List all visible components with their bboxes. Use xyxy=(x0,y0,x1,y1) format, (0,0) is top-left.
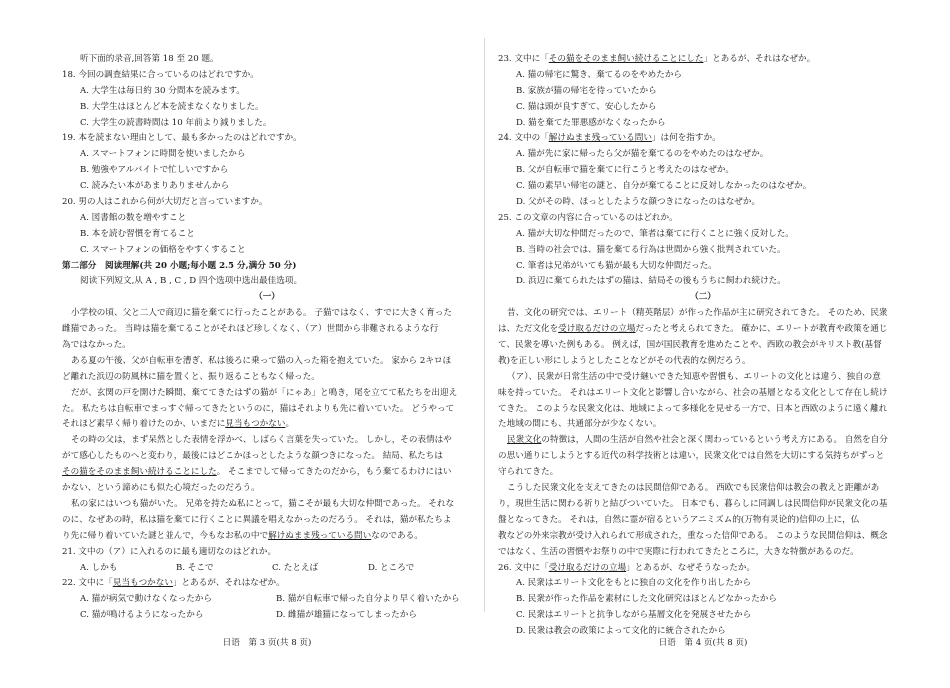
line-text: C. 読みたい本があまりありませんから xyxy=(80,181,230,192)
line-text: 听下面的录音,回答第 18 至 20 题。 xyxy=(80,54,219,64)
answer-option: B. 猫が自転車で帰った自分より早く着いたから xyxy=(276,594,460,605)
answer-option: B. そこで xyxy=(176,562,214,573)
line-text: 24. 文中の「 xyxy=(498,133,549,144)
text-line xyxy=(62,322,472,338)
line-text: 20. 男の人はこれから何が大切だと言っていますか。 xyxy=(62,197,268,208)
line-text: 為ではなかった。 xyxy=(62,340,131,351)
line-text: 22. 文中に「 xyxy=(62,578,113,589)
text-line xyxy=(62,608,472,624)
underlined-phrase: 受け取るだけの立場 xyxy=(558,324,636,335)
line-text-after: だったと考えられてきた。 確かに、エリートが教育や政策を通じ xyxy=(635,324,888,335)
text-line xyxy=(498,243,908,259)
text-line xyxy=(498,68,908,84)
left-page-footer: 日语 第 3 页(共 8 页) xyxy=(222,638,312,648)
answer-option: D. ところで xyxy=(368,562,415,573)
text-line xyxy=(498,259,908,275)
text-line xyxy=(498,100,908,116)
line-text: C. 民衆はエリートと抗争しながら基層文化を発展させたから xyxy=(516,610,752,621)
text-line xyxy=(498,592,908,608)
text-line xyxy=(62,274,472,290)
text-line xyxy=(62,417,472,433)
text-line xyxy=(498,227,908,243)
text-line xyxy=(498,116,908,132)
text-line xyxy=(62,497,472,513)
line-text: B. 勉強やアルバイトで忙しいですから xyxy=(80,165,229,176)
text-line xyxy=(498,274,908,290)
line-text-after: 。 xyxy=(285,419,295,430)
text-line xyxy=(62,354,472,370)
text-line xyxy=(498,481,908,497)
text-line xyxy=(498,545,908,561)
line-text: 21. 文中の（ア）に入れるのに最も適切なのはどれか。 xyxy=(62,546,277,557)
line-text: 教などの外来宗教が受け入れられて形成された，重なった信仰である。 このような民間信仰は、概念 xyxy=(498,530,888,541)
line-text: 守られてきた。 xyxy=(498,467,559,478)
text-line xyxy=(498,354,908,370)
text-line xyxy=(62,163,472,179)
line-text: は、ただ文化を xyxy=(498,324,559,335)
line-text: 25. この文章の内容に合っているのはどれか。 xyxy=(498,212,678,223)
line-text: 昔、文化の研究では、エリート（精英階层）が作った作品が主に研究されてきた。 そのため、民衆 xyxy=(507,308,888,319)
answer-option: A. 猫が病気で動けなくなったから xyxy=(80,594,212,605)
text-line xyxy=(498,417,908,433)
text-line xyxy=(498,576,908,592)
text-line xyxy=(498,433,908,449)
right-page-footer: 日语 第 4 页(共 8 页) xyxy=(658,638,748,648)
text-line xyxy=(498,465,908,481)
text-line xyxy=(62,68,472,84)
text-line xyxy=(498,179,908,195)
text-line xyxy=(62,513,472,529)
text-line xyxy=(62,116,472,132)
text-line xyxy=(62,306,472,322)
line-text: 小学校の頃、父と二人で商辺に猫を棄てに行ったことがある。 子猫ではなく、すでに大きく育った xyxy=(71,308,452,319)
line-text: A. 猫が大切な仲間だったので、筆者は棄てに行くことに強く反対した。 xyxy=(516,228,794,239)
text-line xyxy=(62,147,472,163)
line-text-after: なのである。 xyxy=(371,530,423,541)
text-line xyxy=(498,529,908,545)
line-text: A. 猫の帰宅に驚き、棄てるのをやめたから xyxy=(516,69,683,80)
line-text: D. 浜辺に棄てられたはずの猫は、結局その後もうちに飼われ続けた。 xyxy=(516,276,786,287)
text-line xyxy=(498,163,908,179)
line-text: ど離れた浜辺の防風林に猫を置くと、振り返ることもなく帰った。 xyxy=(62,371,320,382)
text-line xyxy=(62,259,472,275)
line-text: 盤となってきた。 それは，自然に霊が宿るというアニミズム的(万物有灵论的)信仰の上に，仏 xyxy=(498,514,860,525)
line-text: C. 大学生の読書時間は 10 年前より減りました。 xyxy=(80,117,272,128)
line-text: 阅读下列短文,从 A , B , C , D 四个选项中选出最佳选项。 xyxy=(80,276,303,287)
underlined-phrase: 解けぬまま残っている問い xyxy=(548,133,652,144)
line-text: 雌猫であった。 当時は猫を棄てることがそれほど珍しくなく、（ア）世間から非難されるような行 xyxy=(62,324,439,335)
text-line xyxy=(62,386,472,402)
text-line xyxy=(498,211,908,227)
line-text: A. 民衆はエリート文化をもとに独自の文化を作り出したから xyxy=(516,578,752,589)
line-text-after: の特徴は，人間の生活が自然や社会と深く関わっているという考え方にある。 自然を自分 xyxy=(541,435,888,446)
line-text: それほど素早く帰り着けたのか、いまだに xyxy=(62,419,226,430)
line-text: 18. 今回の調査結果に合っているのはどれですか。 xyxy=(62,69,259,80)
line-text: A. 大学生は毎日約 30 分間本を読みます。 xyxy=(80,85,245,96)
underlined-phrase: 民衆文化 xyxy=(507,435,542,446)
line-text: C. 筆者は兄弟がいても猫が最も大切な仲間だった。 xyxy=(516,260,717,271)
text-line xyxy=(62,402,472,418)
left-page-content xyxy=(62,52,472,624)
text-line xyxy=(62,84,472,100)
text-line xyxy=(498,290,908,306)
underlined-phrase: その猫をそのまま飼い続けることにした xyxy=(62,467,217,478)
text-line xyxy=(498,338,908,354)
text-line xyxy=(62,576,472,592)
text-line xyxy=(498,195,908,211)
line-text: D. 民衆は教会の政策によって文化的に統合されたから xyxy=(516,626,726,637)
text-line xyxy=(498,608,908,624)
line-text: C. スマートフォンの価格をやすくすること xyxy=(80,244,246,255)
line-text: C. 猫は頭が良すぎて、安心したから xyxy=(516,101,657,112)
line-text: 23. 文中に「 xyxy=(498,54,549,64)
text-line xyxy=(62,561,472,577)
text-line xyxy=(62,52,472,68)
text-line xyxy=(62,243,472,259)
text-line xyxy=(498,513,908,529)
line-text: D. 猫を棄てた罪悪感がなくなったから xyxy=(516,117,666,128)
text-line xyxy=(498,497,908,513)
line-text: 第二部分 阅读理解(共 20 小题;每小题 2.5 分,满分 50 分) xyxy=(62,260,297,271)
line-text: （二） xyxy=(690,292,716,303)
line-text: こうした民衆文化を支えてきたのは民間信仰である。 西欧でも民衆信仰は教会の教えと距離があ xyxy=(507,483,880,494)
line-text: て、民衆を導いた例もある。 例えば，国が国民教育を進めたことや、西欧の教会がキリスト教(基督 xyxy=(498,340,882,351)
text-line xyxy=(62,211,472,227)
text-line xyxy=(62,370,472,386)
answer-option: A. しかも xyxy=(80,562,118,573)
text-line xyxy=(62,529,472,545)
text-line xyxy=(62,227,472,243)
underlined-phrase: 解けぬまま残っている問い xyxy=(268,530,372,541)
line-text: がて感心したものへと変わり，最後にはどこかほっとしたような顔つきになった。 結局、私たちは xyxy=(62,451,443,462)
text-line xyxy=(498,402,908,418)
text-line xyxy=(62,481,472,497)
line-text-after: 」とあるが、それはなぜか。 xyxy=(703,54,816,64)
answer-option: D. 雌猫が雄猫になってしまったから xyxy=(276,610,417,621)
text-line xyxy=(498,306,908,322)
line-text: A. 猫が先に家に帰ったら父が猫を棄てるのをやめたのはなぜか。 xyxy=(516,149,769,160)
line-text: A. 図書館の数を増やすこと xyxy=(80,212,187,223)
line-text: のに、なぜあの時，私は猫を棄てに行くことに異議を唱えなかったのだろう。 それは，猫が私たちよ xyxy=(62,514,452,525)
line-text: B. 当時の社会では、猫を棄てる行為は世間から強く批判されていた。 xyxy=(516,244,786,255)
text-line xyxy=(62,592,472,608)
text-line xyxy=(62,131,472,147)
line-text: （ア）、民衆が日常生活の中で受け継いできた知恵や習慣も、エリートの文化とは違う、独自の意 xyxy=(507,371,881,382)
right-page-content xyxy=(498,52,908,640)
text-line xyxy=(62,195,472,211)
text-line xyxy=(498,52,908,68)
underlined-phrase: その猫をそのまま飼い続けることにした xyxy=(548,54,704,64)
line-text: り，現世生活に関わる祈りと結びついていた。 日本でも、暮らしに同調しは民間信仰が民衆文化の基 xyxy=(498,498,888,509)
text-line xyxy=(498,131,908,147)
text-line xyxy=(62,338,472,354)
line-text: てきた。 このような民衆文化は、地域によって多様化を見せる一方で、日本と西欧のように遠く離れ xyxy=(498,403,888,414)
line-text: D. 父がその時、ほっとしたような顔つきになったのはなぜか。 xyxy=(516,197,761,208)
text-line xyxy=(62,545,472,561)
left-page xyxy=(62,0,472,688)
text-line xyxy=(498,449,908,465)
line-text: B. 本を読む習慣を育てること xyxy=(80,228,195,239)
line-text: ではなく、生活の習慣やお祭りの中で実際に行われてきたところに，大きな特徴があるのだ。 xyxy=(498,546,859,557)
text-line xyxy=(62,100,472,116)
line-text: かない、という諦めにも似た心境だったのだろう。 xyxy=(62,483,260,494)
text-line xyxy=(62,449,472,465)
line-text: 19. 本を読まない理由として、最も多かったのはどれですか。 xyxy=(62,133,302,144)
line-text-after: 」とあるが、それはなぜか。 xyxy=(172,578,285,589)
answer-option: C. たとえば xyxy=(272,562,319,573)
line-text: C. 猫の素早い帰宅の謎と、自分が棄てることに反対しなかったのはなぜか。 xyxy=(516,181,812,192)
right-page xyxy=(498,0,908,688)
text-line xyxy=(498,84,908,100)
line-text: B. 大学生はほとんど本を読まなくなりました。 xyxy=(80,101,264,112)
page-divider xyxy=(484,38,485,612)
line-text-after: 」は何を指すか。 xyxy=(651,133,721,144)
line-text: A. スマートフォンに時間を使いましたから xyxy=(80,149,246,160)
underlined-phrase: 見当もつかない xyxy=(225,419,286,430)
text-line xyxy=(498,370,908,386)
line-text: た地域の間にも、共通部分が少なくない。 xyxy=(498,419,662,430)
line-text: B. 民衆が作った作品を素材にした文化研究はほとんどなかったから xyxy=(516,594,777,605)
text-line xyxy=(498,147,908,163)
line-text: その時の父は，まず呆然とした表情を浮かべ、しばらく言葉を失っていた。 しかし，その表情はや xyxy=(71,435,452,446)
line-text: だが、玄関の戸を開けた瞬間、棄ててきたはずの猫が「にゃあ」と鳴き，尾を立てて私たちを出迎え xyxy=(71,387,458,398)
line-text: 教)を正しい形にしようとしたことなどがその代表的な例だろう。 xyxy=(498,355,751,366)
line-text: B. 家族が猫の帰宅を待っていたから xyxy=(516,85,657,96)
text-line xyxy=(498,386,908,402)
text-line xyxy=(62,433,472,449)
line-text-after: 。 そこまでして帰ってきたのだから，もう棄てるわけにはい xyxy=(216,467,452,478)
underlined-phrase: 見当もつかない xyxy=(112,578,173,589)
line-text: B. 父が自転車で猫を棄てに行こうと考えたのはなぜか。 xyxy=(516,165,735,176)
line-text: 26. 文中に「 xyxy=(498,562,549,573)
line-text: （一） xyxy=(254,292,280,303)
underlined-phrase: 受け取るだけの立場 xyxy=(548,562,627,573)
text-line xyxy=(498,322,908,338)
text-line xyxy=(62,179,472,195)
answer-option: C. 猫が鳴けるようになったから xyxy=(80,610,204,621)
line-text: の思い通りにしようとする近代の科学技術とは違い，民衆文化では自然を大切にする気持ちがずっと xyxy=(498,451,885,462)
text-line xyxy=(62,290,472,306)
line-text: ある夏の午後、父が自転車を漕ぎ、私は後ろに乗って猫の入った箱を抱えていた。 家から 2キロほ xyxy=(71,355,452,366)
line-text: り先に帰り着いていた謎と並んで，今もなお私の中で xyxy=(62,530,269,541)
text-line xyxy=(498,561,908,577)
line-text-after: 」とあるが、なぜそうなったか。 xyxy=(626,562,756,573)
line-text: 味を持っていた。 それはエリート文化と影響し合いながら、社会の基層となる文化として存在し続け xyxy=(498,387,888,398)
text-line xyxy=(62,465,472,481)
line-text: 私の家にはいつも猫がいた。 兄弟を持たぬ私にとって，猫こそが最も大切な仲間であった。 それな xyxy=(71,498,455,509)
line-text: た。 私たちは自転車でまっすぐ帰ってきたというのに，猫はそれよりも先に着いていた。 どうやって xyxy=(62,403,455,414)
